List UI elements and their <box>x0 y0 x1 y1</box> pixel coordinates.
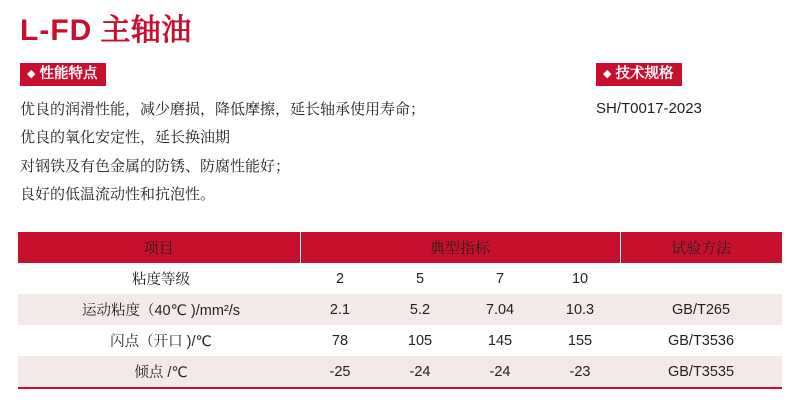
table-body <box>18 263 782 387</box>
page-title-cjk: 主轴油 <box>100 14 192 47</box>
row-value: 5.2 <box>380 294 460 325</box>
feature-item: 优良的润滑性能，减少磨损，降低摩擦，延长轴承使用寿命； <box>20 101 426 118</box>
page-title-latin: L-FD <box>20 14 93 47</box>
row-method <box>620 263 782 294</box>
table-header-row <box>18 232 782 263</box>
row-value: 78 <box>300 325 380 356</box>
row-value: -25 <box>300 356 380 387</box>
page-title <box>18 0 782 47</box>
feature-item: 优良的氧化安定性，延长换油期 <box>20 129 231 147</box>
row-value: -23 <box>540 356 620 387</box>
table-row <box>18 325 782 356</box>
row-label: 粘度等级 <box>18 263 300 294</box>
row-value: -24 <box>380 356 460 387</box>
table-row <box>18 356 782 387</box>
features-list <box>20 99 580 212</box>
row-label: 闪点（开口 )/℃ <box>18 325 300 356</box>
feature-item: 良好的低温流动性和抗泡性。 <box>20 185 216 203</box>
table-header-item: 项目 <box>18 232 300 263</box>
row-value: 5 <box>380 263 460 294</box>
specification-table-wrapper <box>18 232 782 389</box>
spec-standard-value: SH/T0017-2023 <box>596 100 702 117</box>
table-row <box>18 294 782 325</box>
row-value: 7.04 <box>460 294 540 325</box>
row-label: 倾点 /℃ <box>18 356 300 387</box>
row-value: 7 <box>460 263 540 294</box>
row-value: 155 <box>540 325 620 356</box>
row-label: 运动粘度（40℃ )/mm²/s <box>18 294 300 325</box>
spec-section-label: 技术规格 <box>615 66 674 83</box>
features-section-header <box>20 63 106 86</box>
row-method: GB/T3535 <box>620 356 782 387</box>
row-value: 105 <box>380 325 460 356</box>
row-method: GB/T3536 <box>620 325 782 356</box>
diamond-icon: ◆ <box>27 68 36 80</box>
row-value: 145 <box>460 325 540 356</box>
row-value: -24 <box>460 356 540 387</box>
diamond-icon: ◆ <box>603 68 612 80</box>
row-method: GB/T265 <box>620 294 782 325</box>
row-value: 10.3 <box>540 294 620 325</box>
row-value: 10 <box>540 263 620 294</box>
table-head <box>18 232 782 263</box>
table-row <box>18 263 782 294</box>
feature-item: 对钢铁及有色金属的防锈、防腐性能好； <box>20 157 291 175</box>
row-value: 2.1 <box>300 294 380 325</box>
row-value: 2 <box>300 263 380 294</box>
section-headers-row <box>18 63 782 89</box>
specification-table <box>18 232 782 387</box>
table-bottom-rule <box>18 387 782 389</box>
table-header-typical: 典型指标 <box>300 232 620 263</box>
features-section-label: 性能特点 <box>39 66 98 83</box>
spec-section-header <box>596 63 682 86</box>
table-header-method: 试验方法 <box>620 232 782 263</box>
body-area <box>18 99 782 219</box>
